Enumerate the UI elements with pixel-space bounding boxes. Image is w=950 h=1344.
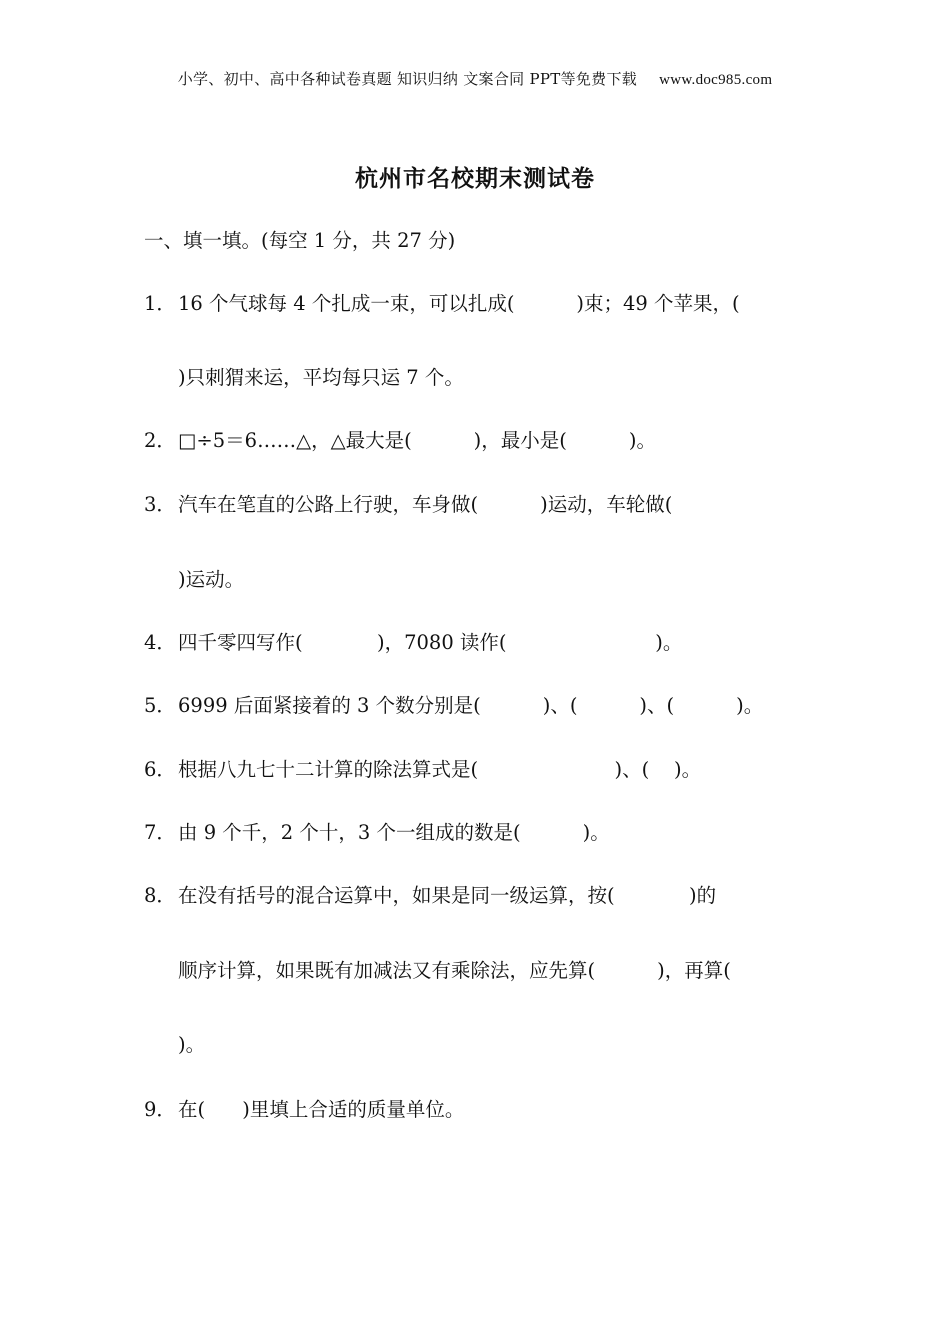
page-title: 杭州市名校期末测试卷: [355, 166, 595, 192]
question-6: [144, 756, 701, 784]
question-8: [144, 882, 716, 910]
question-7: [144, 819, 610, 847]
question-5: [144, 692, 763, 720]
question-3: [144, 491, 672, 519]
question-4: [144, 629, 682, 657]
page-header: [0, 68, 950, 89]
question-3-continued: )运动。: [178, 568, 245, 591]
question-8-continued: 顺序计算，如果既有加减法又有乘除法，应先算( )，再算(: [178, 959, 731, 982]
question-text: 在没有括号的混合运算中，如果是同一级运算，按( )的: [178, 884, 717, 907]
question-9: [144, 1096, 464, 1124]
question-number: 9．: [144, 1098, 176, 1121]
question-number: 1．: [144, 292, 176, 315]
section-heading: 一、填一填。(每空 1 分，共 27 分): [144, 229, 456, 252]
question-number: 5．: [144, 694, 176, 717]
header-text: 小学、初中、高中各种试卷真题 知识归纳 文案合同 PPT等免费下载: [177, 70, 638, 88]
question-number: 8．: [144, 884, 176, 907]
question-8-continued-2: )。: [178, 1033, 206, 1056]
question-1: [144, 290, 740, 318]
question-number: 6．: [144, 758, 176, 781]
question-text: 四千零四写作( )，7080 读作( )。: [178, 631, 683, 654]
question-text: 在( )里填上合适的质量单位。: [178, 1098, 465, 1121]
question-text: □÷5＝6……△，△最大是( )，最小是( )。: [178, 429, 656, 452]
question-number: 3．: [144, 493, 176, 516]
question-text: 根据八九七十二计算的除法算式是( )、( )。: [178, 758, 702, 781]
question-text: 由 9 个千，2 个十，3 个一组成的数是( )。: [178, 821, 610, 844]
question-number: 2．: [144, 429, 176, 452]
question-text: 6999 后面紧接着的 3 个数分别是( )、( )、( )。: [178, 694, 764, 717]
question-number: 4．: [144, 631, 176, 654]
question-1-continued: )只刺猬来运，平均每只运 7 个。: [178, 366, 464, 389]
question-text: 16 个气球每 4 个扎成一束，可以扎成( )束；49 个苹果，(: [178, 292, 740, 315]
question-number: 7．: [144, 821, 176, 844]
header-url[interactable]: www.doc985.com: [659, 72, 773, 88]
question-2: [144, 427, 656, 455]
question-text: 汽车在笔直的公路上行驶，车身做( )运动，车轮做(: [178, 493, 673, 516]
